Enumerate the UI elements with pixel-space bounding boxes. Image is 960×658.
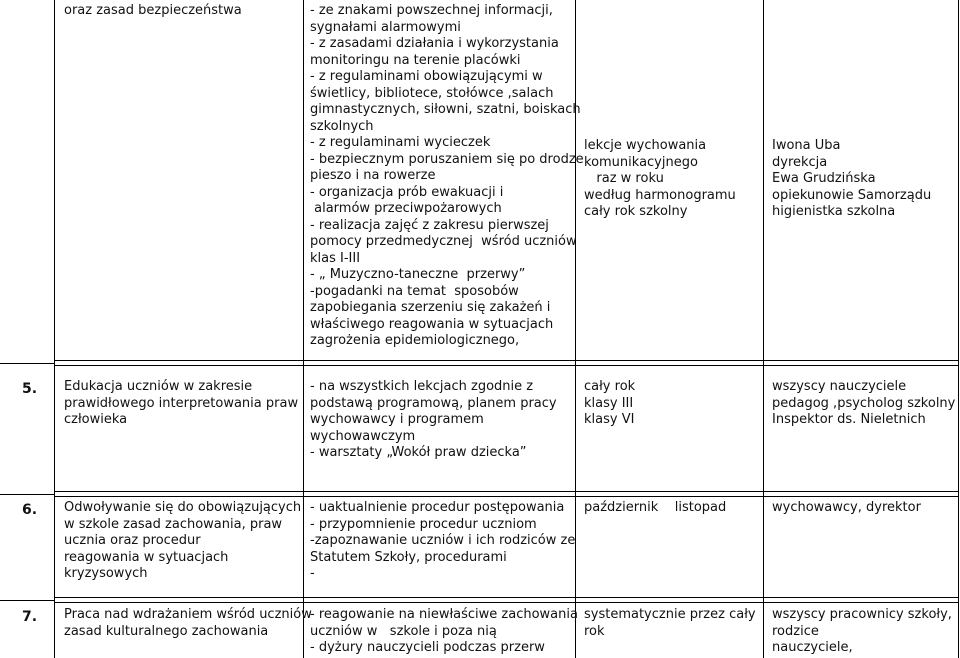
text-line: - na wszystkich lekcjach zgodnie z xyxy=(310,379,534,394)
row-responsible xyxy=(772,607,952,657)
text-line: klasy VI xyxy=(584,412,635,427)
text-line: oraz zasad bezpieczeństwa xyxy=(64,3,242,18)
text-line: dyrekcja xyxy=(772,154,828,170)
row-topic xyxy=(64,500,301,583)
text-line: systematycznie przez cały xyxy=(584,607,756,622)
text-line: - uaktualnienie procedur postępowania xyxy=(310,500,565,515)
text-line: monitoringu na terenie placówki xyxy=(310,52,521,68)
text-line: Inspektor ds. Nieletnich xyxy=(772,412,926,427)
text-line: zasad kulturalnego zachowania xyxy=(64,623,269,639)
row-responsible xyxy=(772,138,931,221)
text-line: wychowawcy i programem xyxy=(310,412,484,427)
row-number: 6. xyxy=(22,502,38,518)
text-line: - realizacja zajęć z zakresu pierwszej xyxy=(310,217,549,233)
text-line: lekcje wychowania xyxy=(584,138,707,153)
text-line: - z zasadami działania i wykorzystania xyxy=(310,36,559,51)
row-responsible xyxy=(772,500,921,517)
row-divider xyxy=(54,360,958,361)
text-line: w szkole zasad zachowania, praw xyxy=(64,516,283,532)
row-topic xyxy=(64,607,312,640)
row-topic xyxy=(64,3,242,20)
text-line: - organizacja prób ewakuacji i xyxy=(310,184,504,200)
row-divider xyxy=(54,602,958,603)
text-line: Ewa Grudzińska xyxy=(772,171,876,186)
row-number: 7. xyxy=(22,609,38,625)
text-line: pedagog ,psycholog szkolny xyxy=(772,395,956,411)
text-line: Praca nad wdrażaniem wśród uczniów xyxy=(64,607,312,622)
row-tasks xyxy=(310,607,578,657)
text-line: pomocy przedmedycznej wśród uczniów xyxy=(310,234,577,249)
text-line: -pogadanki na temat sposobów xyxy=(310,283,519,299)
text-line: Iwona Uba xyxy=(772,138,841,153)
text-line: Edukacja uczniów w zakresie xyxy=(64,379,253,394)
text-line: opiekunowie Samorządu xyxy=(772,187,932,203)
text-line: klas I-III xyxy=(310,250,361,266)
text-line: świetlicy, bibliotece, stołówce ,salach xyxy=(310,85,554,101)
text-line: nauczyciele, xyxy=(772,640,853,655)
grid-line xyxy=(958,0,959,658)
text-line: klasy III xyxy=(584,395,634,411)
row-number: 5. xyxy=(22,381,38,397)
text-line: pieszo i na rowerze xyxy=(310,168,436,183)
text-line: szkolnych xyxy=(310,118,374,134)
text-line: podstawą programową, planem pracy xyxy=(310,395,557,411)
row-divider xyxy=(0,363,54,364)
text-line: - z regulaminami wycieczek xyxy=(310,135,491,150)
text-line: - bezpiecznym poruszaniem się po drodze xyxy=(310,151,584,167)
text-line: wychowawcy, dyrektor xyxy=(772,500,921,515)
row-term xyxy=(584,500,726,517)
row-divider xyxy=(54,597,958,598)
row-divider xyxy=(54,365,958,366)
text-line: -zapoznawanie uczniów i ich rodziców ze xyxy=(310,533,576,548)
text-line: rodzice xyxy=(772,623,819,639)
text-line: prawidłowego interpretowania praw xyxy=(64,395,299,411)
row-term xyxy=(584,607,756,640)
text-line: cały rok xyxy=(584,379,636,394)
text-line: sygnałami alarmowymi xyxy=(310,19,461,35)
row-topic xyxy=(64,379,298,429)
text-line: - dyżury nauczycieli podczas przerw xyxy=(310,640,545,655)
row-tasks xyxy=(310,3,584,350)
text-line: higienistka szkolna xyxy=(772,204,896,219)
text-line: wszyscy pracownicy szkoły, xyxy=(772,607,952,622)
text-line: - warsztaty „Wokół praw dziecka” xyxy=(310,445,527,460)
row-divider xyxy=(0,600,54,601)
text-line: człowieka xyxy=(64,412,128,427)
text-line: zapobiegania szerzeniu się zakażeń i xyxy=(310,300,551,315)
text-line: alarmów przeciwpożarowych xyxy=(310,201,502,216)
row-divider xyxy=(54,491,958,492)
text-line: - „ Muzyczno-taneczne przerwy” xyxy=(310,267,526,282)
text-line: zagrożenia epidemiologicznego, xyxy=(310,333,520,348)
text-line: reagowania w sytuacjach xyxy=(64,549,229,565)
text-line: wychowawczym xyxy=(310,428,416,444)
text-line: rok xyxy=(584,623,605,639)
text-line: wszyscy nauczyciele xyxy=(772,379,907,394)
row-term xyxy=(584,138,736,221)
text-line: październik listopad xyxy=(584,500,727,515)
text-line: gimnastycznych, siłowni, szatni, boiskach xyxy=(310,102,581,117)
text-line: cały rok szkolny xyxy=(584,204,688,219)
row-divider xyxy=(0,494,54,495)
text-line: raz w roku xyxy=(584,171,664,186)
grid-line xyxy=(763,0,764,658)
text-line: właściwego reagowania w sytuacjach xyxy=(310,316,554,332)
row-tasks xyxy=(310,379,557,462)
text-line: uczniów w szkole i poza nią xyxy=(310,623,497,639)
row-divider xyxy=(54,496,958,497)
text-line: według harmonogramu xyxy=(584,187,736,203)
text-line: - przypomnienie procedur uczniom xyxy=(310,516,537,532)
row-responsible xyxy=(772,379,955,429)
text-line: komunikacyjnego xyxy=(584,154,698,170)
text-line: Statutem Szkoły, procedurami xyxy=(310,549,507,565)
text-line: - z regulaminami obowiązującymi w xyxy=(310,69,543,84)
text-line: - xyxy=(310,566,315,581)
text-line: Odwoływanie się do obowiązujących xyxy=(64,500,302,515)
text-line: kryzysowych xyxy=(64,566,148,581)
text-line: - ze znakami powszechnej informacji, xyxy=(310,3,553,18)
row-tasks xyxy=(310,500,575,583)
row-term xyxy=(584,379,635,429)
text-line: - reagowanie na niewłaściwe zachowania xyxy=(310,607,578,622)
text-line: ucznia oraz procedur xyxy=(64,533,201,548)
grid-line xyxy=(303,0,304,658)
grid-line xyxy=(54,0,55,658)
